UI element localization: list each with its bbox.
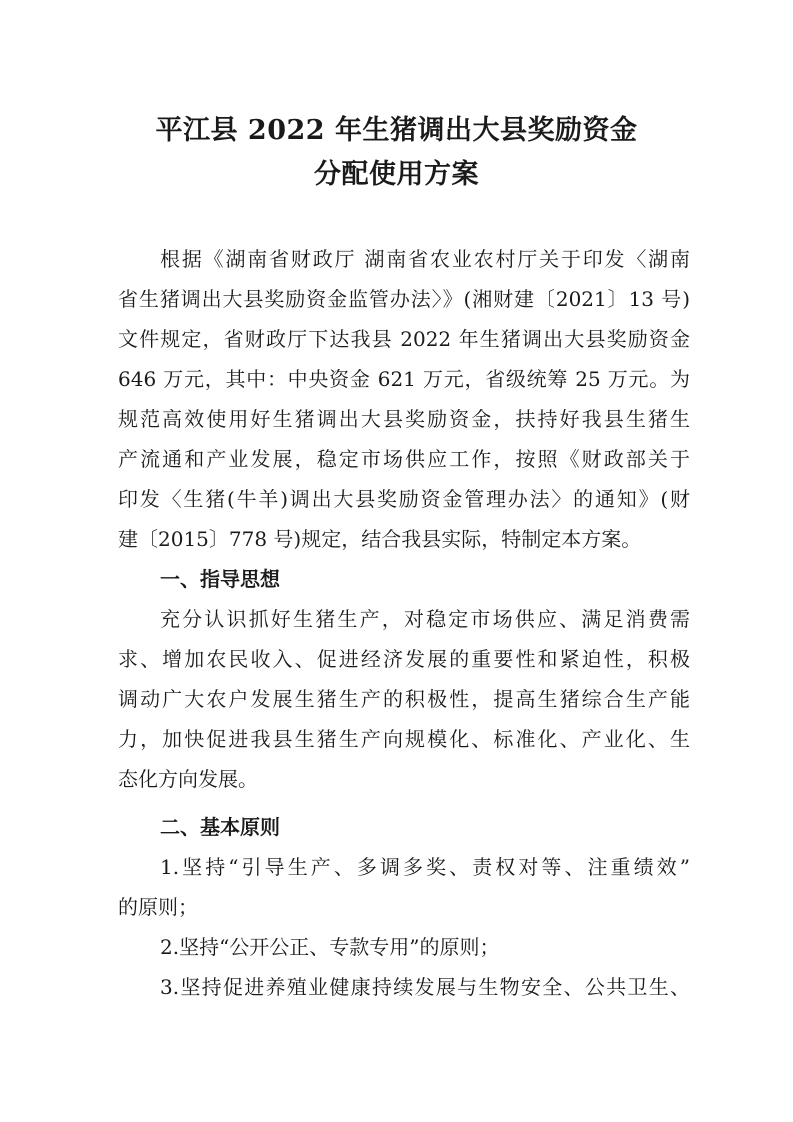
principle-2: 2.坚持“公开公正、专款专用”的原则；	[160, 935, 500, 959]
intro-line-1: 根据《湖南省财政厅 湖南省农业农村厅关于印发〈湖南	[160, 247, 690, 271]
intro-line-3: 文件规定，省财政厅下达我县 2022 年生猪调出大县奖励资金	[118, 327, 690, 351]
section1-line-4: 力，加快促进我县生猪生产向规模化、标准化、产业化、生	[118, 727, 690, 751]
section-heading-guiding-thought: 一、指导思想	[160, 567, 280, 591]
intro-line-4: 646 万元，其中：中央资金 621 万元，省级统筹 25 万元。为	[118, 367, 690, 391]
section1-line-3: 调动广大农户发展生猪生产的积极性，提高生猪综合生产能	[118, 687, 690, 711]
section1-line-5: 态化方向发展。	[118, 767, 258, 791]
section1-line-2: 求、增加农民收入、促进经济发展的重要性和紧迫性，积极	[118, 647, 690, 671]
principle-1-line-2: 的原则；	[118, 895, 198, 919]
principle-1-line-1: 1.坚持“引导生产、多调多奖、责权对等、注重绩效”	[160, 855, 690, 879]
principle-3-line-1: 3.坚持促进养殖业健康持续发展与生物安全、公共卫生、	[160, 975, 690, 999]
section-heading-basic-principles: 二、基本原则	[160, 815, 280, 839]
intro-line-5: 规范高效使用好生猪调出大县奖励资金，扶持好我县生猪生	[118, 407, 690, 431]
intro-line-7: 印发〈生猪(牛羊)调出大县奖励资金管理办法〉的通知》(财	[118, 487, 690, 511]
intro-line-6: 产流通和产业发展，稳定市场供应工作，按照《财政部关于	[118, 447, 690, 471]
intro-line-2: 省生猪调出大县奖励资金监管办法〉》(湘财建〔2021〕13 号)	[118, 287, 690, 311]
document-title-line-1: 平江县 2022 年生猪调出大县奖励资金	[155, 115, 638, 146]
section1-line-1: 充分认识抓好生猪生产，对稳定市场供应、满足消费需	[160, 607, 690, 631]
document-title-line-2: 分配使用方案	[314, 159, 479, 190]
intro-line-8: 建〔2015〕778 号)规定，结合我县实际，特制定本方案。	[118, 527, 642, 551]
